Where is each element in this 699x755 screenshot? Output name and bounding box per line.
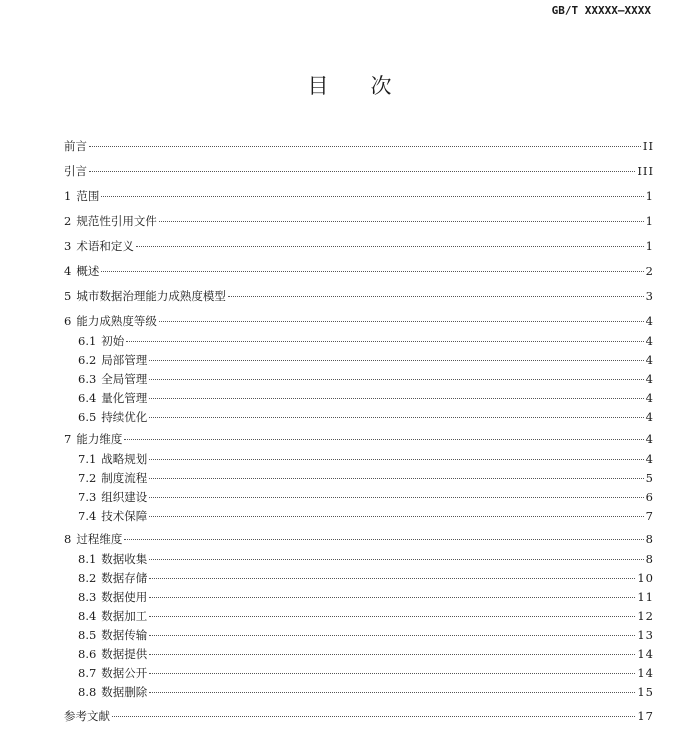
toc-entry-page: 4 [645, 432, 654, 446]
toc-entry[interactable] [64, 263, 654, 279]
toc-entry-page: 4 [645, 353, 654, 367]
toc-entry[interactable] [78, 352, 654, 368]
toc-entry-page: 11 [637, 590, 654, 604]
toc-entry[interactable] [78, 409, 654, 425]
toc-entry-page: 17 [637, 709, 654, 723]
toc-entry-label: 局部管理 [101, 353, 148, 367]
toc-entry-label: 前言 [64, 139, 87, 153]
toc-entry[interactable] [64, 431, 654, 447]
dot-leader [149, 360, 643, 361]
dot-leader [149, 398, 643, 399]
toc-entry[interactable] [78, 371, 654, 387]
dot-leader [126, 341, 643, 342]
toc-entry-page: 6 [645, 490, 654, 504]
toc-entry-number: 8.7 [78, 666, 97, 680]
toc-entry-label: 组织建设 [101, 490, 148, 504]
toc-entry-label: 持续优化 [101, 410, 148, 424]
toc-entry-label: 数据存储 [101, 571, 148, 585]
toc-entry-page: 7 [645, 509, 654, 523]
dot-leader [149, 417, 643, 418]
toc-entry-number: 6.4 [78, 391, 97, 405]
dot-leader [149, 497, 643, 498]
toc-entry-number: 6.2 [78, 353, 97, 367]
toc-entry-label: 术语和定义 [76, 239, 134, 253]
toc-entry-label: 数据删除 [101, 685, 148, 699]
toc-entry-label: 数据收集 [101, 552, 148, 566]
dot-leader [149, 597, 635, 598]
toc-entry-page: 1 [645, 214, 654, 228]
toc-entry-number: 6.5 [78, 410, 97, 424]
toc-entry-number: 7 [64, 432, 72, 446]
toc-entry-label: 数据使用 [101, 590, 148, 604]
toc-entry-number: 8 [64, 532, 72, 546]
toc-entry-page: 3 [645, 289, 654, 303]
toc-entry-number: 8.4 [78, 609, 97, 623]
toc-entry-page: 4 [645, 314, 654, 328]
toc-entry[interactable] [78, 551, 654, 567]
dot-leader [149, 635, 635, 636]
dot-leader [149, 578, 635, 579]
toc-entry-page: 4 [645, 391, 654, 405]
toc-entry[interactable] [78, 589, 654, 605]
toc-entry-number: 7.2 [78, 471, 97, 485]
toc-entry-label: 全局管理 [101, 372, 148, 386]
toc-entry-number: 1 [64, 189, 72, 203]
toc-entry-page: 14 [637, 647, 654, 661]
dot-leader [89, 171, 635, 172]
toc-entry-label: 规范性引用文件 [76, 214, 157, 228]
toc-entry-number: 5 [64, 289, 72, 303]
toc-entry-number: 7.3 [78, 490, 97, 504]
dot-leader [149, 559, 643, 560]
toc-entry-page: 10 [637, 571, 654, 585]
toc-entry-label: 数据加工 [101, 609, 148, 623]
toc-entry[interactable] [64, 531, 654, 547]
dot-leader [124, 539, 643, 540]
dot-leader [89, 146, 641, 147]
dot-leader [136, 246, 644, 247]
toc-entry-label: 数据传输 [101, 628, 148, 642]
toc-entry-label: 能力成熟度等级 [76, 314, 157, 328]
toc-entry[interactable] [78, 608, 654, 624]
toc-entry-page: 12 [637, 609, 654, 623]
toc-entry-page: 4 [645, 334, 654, 348]
toc-entry-label: 概述 [76, 264, 100, 278]
dot-leader [149, 478, 643, 479]
toc-entry-page: 1 [645, 239, 654, 253]
toc-entry-label: 制度流程 [101, 471, 148, 485]
toc-entry-page: 4 [645, 452, 654, 466]
toc-entry-number: 8.2 [78, 571, 97, 585]
toc-entry-number: 8.8 [78, 685, 97, 699]
toc-entry-number: 6.3 [78, 372, 97, 386]
dot-leader [149, 459, 643, 460]
toc-entry-label: 战略规划 [101, 452, 148, 466]
toc-entry-number: 7.1 [78, 452, 97, 466]
toc-entry-page: 8 [645, 552, 654, 566]
toc-entry-number: 7.4 [78, 509, 97, 523]
dot-leader [159, 321, 644, 322]
toc-entry-number: 8.3 [78, 590, 97, 604]
toc-entry[interactable] [64, 708, 654, 724]
toc-entry-label: 参考文献 [64, 709, 110, 723]
toc-entry[interactable] [78, 646, 654, 662]
toc-entry-label: 量化管理 [101, 391, 148, 405]
toc-entry[interactable] [64, 163, 654, 179]
toc-entry-page: 4 [645, 410, 654, 424]
toc-entry-number: 8.1 [78, 552, 97, 566]
dot-leader [228, 296, 644, 297]
toc-entry-page: II [642, 139, 654, 153]
toc-entry-label: 数据提供 [101, 647, 148, 661]
dot-leader [112, 716, 635, 717]
toc-entry-label: 能力维度 [76, 432, 123, 446]
toc-entry-number: 2 [64, 214, 72, 228]
dot-leader [149, 379, 643, 380]
dot-leader [101, 271, 643, 272]
toc-entry-number: 4 [64, 264, 72, 278]
dot-leader [149, 516, 643, 517]
toc-entry-number: 8.5 [78, 628, 97, 642]
toc-entry[interactable] [64, 313, 654, 329]
dot-leader [149, 616, 635, 617]
toc-entry-label: 城市数据治理能力成熟度模型 [76, 289, 226, 303]
toc-entry[interactable] [64, 138, 654, 154]
toc-entry-page: 8 [645, 532, 654, 546]
toc-entry[interactable] [64, 288, 654, 304]
document-code: GB/T XXXXX—XXXX [551, 4, 651, 17]
dot-leader [124, 439, 643, 440]
toc-entry[interactable] [78, 508, 654, 524]
toc-entry-page: 13 [637, 628, 654, 642]
dot-leader [149, 692, 635, 693]
toc-entry[interactable] [64, 213, 654, 229]
toc-entry-number: 6.1 [78, 334, 97, 348]
toc-entry[interactable] [78, 333, 654, 349]
toc-entry[interactable] [64, 188, 654, 204]
toc-entry[interactable] [78, 390, 654, 406]
toc-entry-page: 5 [645, 471, 654, 485]
toc-entry[interactable] [78, 470, 654, 486]
dot-leader [149, 673, 635, 674]
toc-entry-page: 14 [637, 666, 654, 680]
toc-entry-label: 数据公开 [101, 666, 148, 680]
dot-leader [149, 654, 635, 655]
toc-entry[interactable] [78, 627, 654, 643]
toc-entry[interactable] [78, 665, 654, 681]
toc-entry[interactable] [78, 451, 654, 467]
toc-entry[interactable] [64, 238, 654, 254]
toc-entry-label: 引言 [64, 164, 87, 178]
toc-entry-page: 4 [645, 372, 654, 386]
page-title: 目 次 [307, 74, 392, 98]
toc-entry-page: 15 [637, 685, 654, 699]
toc-entry-page: 1 [645, 189, 654, 203]
toc-entry-label: 过程维度 [76, 532, 123, 546]
toc-entry-number: 6 [64, 314, 72, 328]
toc-entry-page: III [637, 164, 654, 178]
toc-entry-page: 2 [645, 264, 654, 278]
dot-leader [101, 196, 643, 197]
toc-entry-number: 3 [64, 239, 72, 253]
dot-leader [159, 221, 644, 222]
toc-entry-label: 范围 [76, 189, 100, 203]
toc-entry[interactable] [78, 489, 654, 505]
toc-entry-label: 初始 [101, 334, 125, 348]
toc-entry[interactable] [78, 570, 654, 586]
toc-entry[interactable] [78, 684, 654, 700]
toc-entry-label: 技术保障 [101, 509, 148, 523]
toc-entry-number: 8.6 [78, 647, 97, 661]
